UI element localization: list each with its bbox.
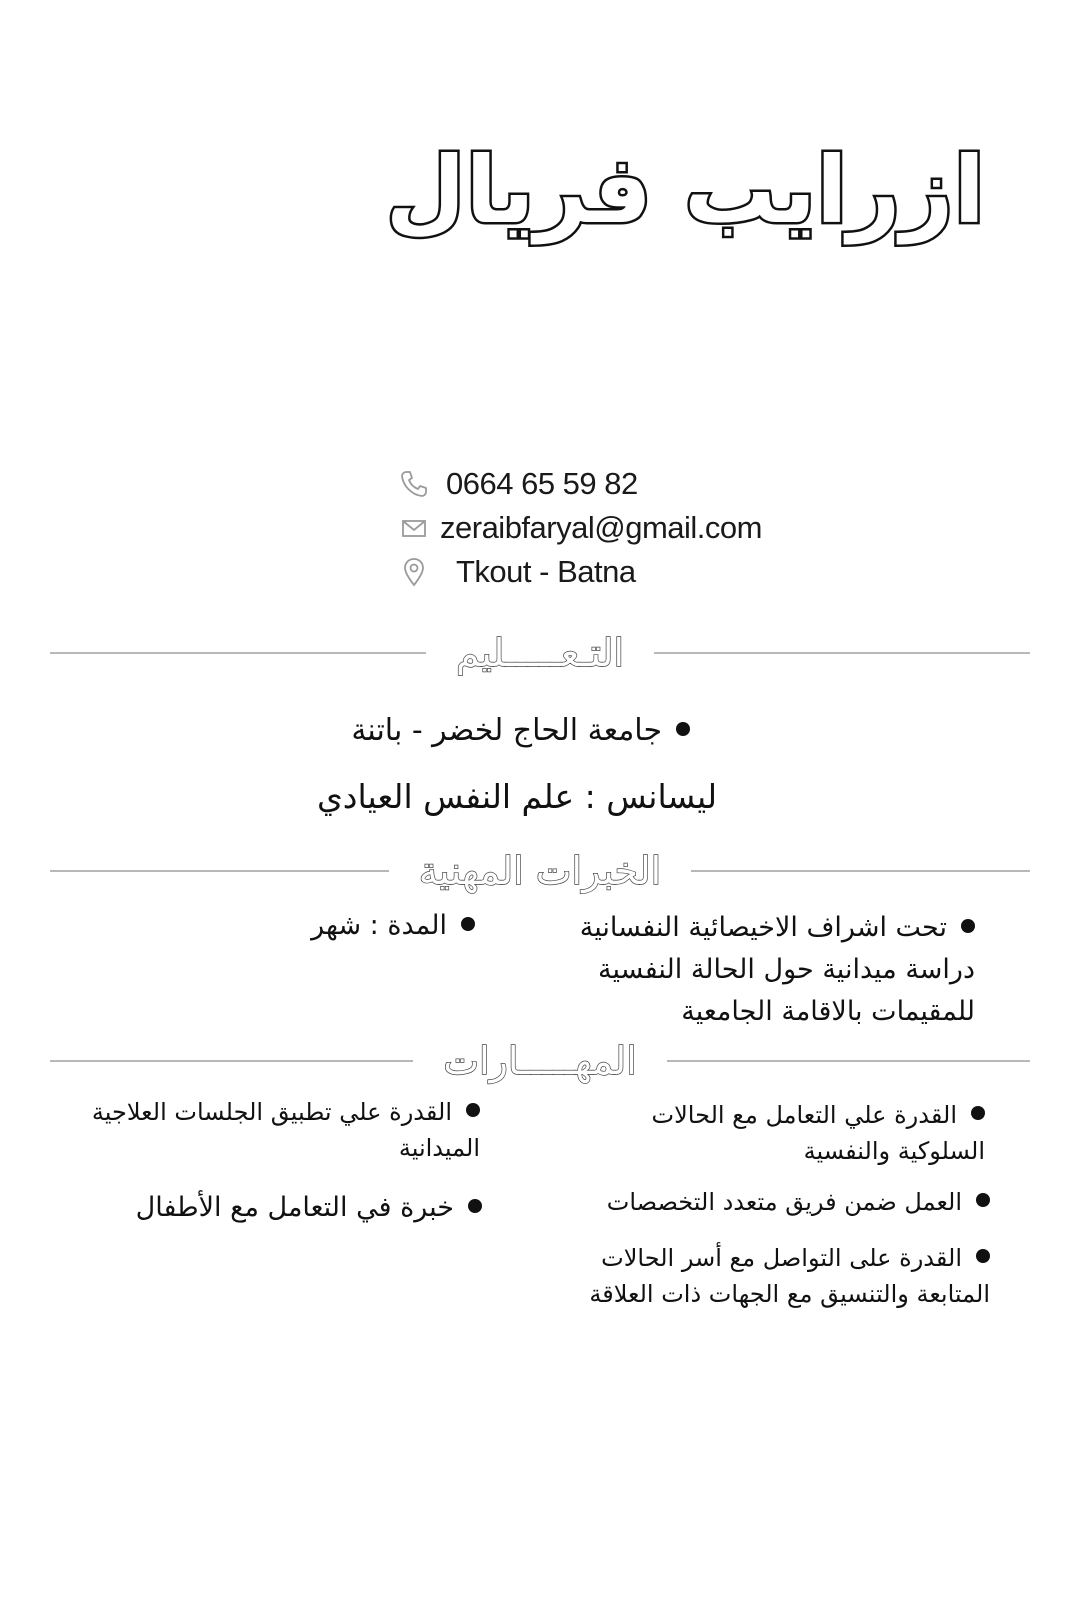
- phone-number: 0664 65 59 82: [446, 466, 638, 501]
- bullet: [468, 1199, 482, 1213]
- divider-line: [691, 870, 1030, 872]
- divider-line: [667, 1060, 1030, 1062]
- bullet: [676, 722, 690, 736]
- bullet: [976, 1249, 990, 1263]
- bullet: [961, 919, 975, 933]
- education-university: [351, 713, 690, 748]
- email-address: zeraibfaryal@gmail.com: [440, 510, 762, 545]
- experience-title: الخبرات المهنية: [418, 849, 662, 893]
- location-pin-icon: [398, 556, 430, 588]
- contact-phone: [398, 462, 818, 506]
- bullet: [461, 917, 475, 931]
- education-header: [50, 628, 1030, 678]
- skill-text: القدرة على التواصل مع أسر الحالات المتابعة والتنسيق مع الجهات ذات العلاقة: [589, 1244, 990, 1308]
- experience-duration: [311, 910, 475, 941]
- duration-text: المدة : شهر: [311, 910, 447, 941]
- skill-item: [62, 1190, 482, 1226]
- bullet: [976, 1193, 990, 1207]
- contact-location: [398, 550, 818, 594]
- divider-line: [654, 652, 1030, 654]
- experience-description: [535, 907, 975, 1033]
- contact-block: [398, 462, 818, 594]
- divider-line: [50, 1060, 413, 1062]
- skill-text: خبرة في التعامل مع الأطفال: [135, 1192, 454, 1223]
- skill-text: العمل ضمن فريق متعدد التخصصات: [606, 1188, 962, 1216]
- experience-header: [50, 846, 1030, 896]
- education-degree: ليسانس : علم النفس العيادي: [316, 777, 717, 816]
- skill-text: القدرة علي التعامل مع الحالات السلوكية والنفسية: [651, 1101, 985, 1165]
- skills-header: [50, 1036, 1030, 1086]
- divider-line: [50, 870, 389, 872]
- skill-item: [60, 1094, 480, 1166]
- skills-title: المهـــــارات: [443, 1039, 637, 1083]
- university-text: جامعة الحاج لخضر - باتنة: [351, 713, 662, 748]
- education-title: التـعـــــليم: [455, 631, 625, 675]
- divider-line: [50, 652, 426, 654]
- cv-name: ازرايب فريال: [385, 137, 985, 244]
- phone-icon: [398, 468, 430, 500]
- bullet: [466, 1103, 480, 1117]
- location-text: Tkout - Batna: [456, 554, 636, 589]
- skill-item: [550, 1184, 990, 1220]
- skill-text: القدرة علي تطبيق الجلسات العلاجية الميدانية: [91, 1098, 480, 1162]
- skill-item: [570, 1240, 990, 1312]
- bullet: [971, 1106, 985, 1120]
- skill-item: [565, 1097, 985, 1169]
- contact-email: [398, 506, 818, 550]
- experience-text: تحت اشراف الاخيصائية النفسانية دراسة ميدانية حول الحالة النفسية للمقيمات بالاقامة الجامعية: [579, 912, 975, 1027]
- mail-icon: [398, 512, 430, 544]
